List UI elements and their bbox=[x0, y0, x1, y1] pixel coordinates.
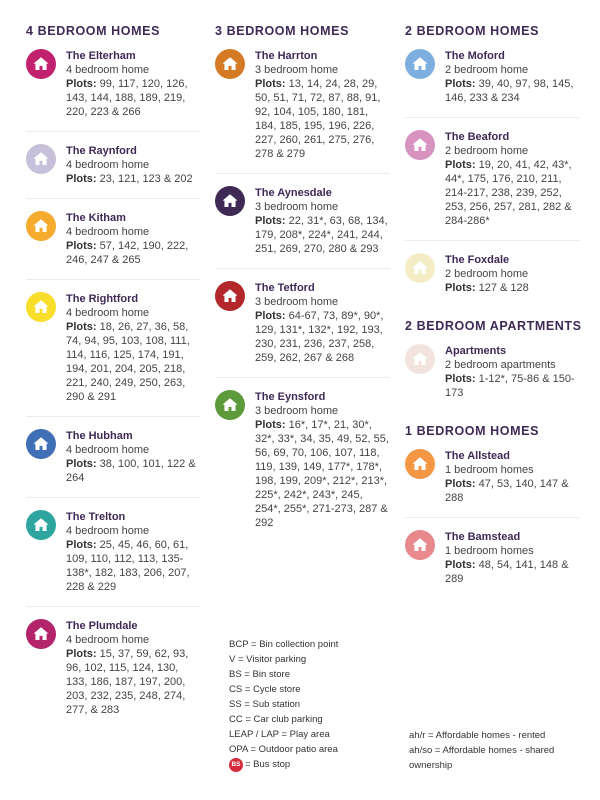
home-plots bbox=[255, 77, 390, 161]
plots-label: Plots: bbox=[445, 478, 476, 490]
plots-label: Plots: bbox=[66, 539, 97, 551]
house-icon bbox=[26, 429, 56, 459]
plots-value: 64-67, 73, 89*, 90*, 129, 131*, 132*, 192, 193, 230, 231, 236, 237, 258, 259, 262, 267 & 268 bbox=[255, 310, 384, 364]
plots-label: Plots: bbox=[66, 321, 97, 333]
plots-label: Plots: bbox=[445, 159, 476, 171]
section-heading: 1 BEDROOM HOMES bbox=[405, 424, 540, 438]
plots-label: Plots: bbox=[255, 78, 286, 90]
home-plots bbox=[66, 239, 201, 267]
home-type: 3 bedroom home bbox=[255, 64, 339, 76]
home-name: Apartments bbox=[445, 345, 507, 357]
plots-label: Plots: bbox=[66, 78, 97, 90]
home-list bbox=[405, 449, 580, 598]
column-2 bbox=[215, 24, 390, 554]
plots-label: Plots: bbox=[445, 373, 476, 385]
home-name: The Harrton bbox=[255, 50, 318, 62]
home-list bbox=[405, 49, 580, 307]
home-entry bbox=[215, 281, 390, 378]
section bbox=[405, 424, 580, 598]
house-icon bbox=[215, 186, 245, 216]
plots-value: 48, 54, 141, 148 & 289 bbox=[445, 559, 569, 585]
home-type: 3 bedroom home bbox=[255, 296, 339, 308]
plots-value: 39, 40, 97, 98, 145, 146, 233 & 234 bbox=[445, 78, 574, 104]
home-type: 2 bedroom home bbox=[445, 145, 529, 157]
section bbox=[405, 24, 580, 307]
home-type: 4 bedroom home bbox=[66, 226, 150, 238]
house-icon bbox=[405, 253, 435, 283]
home-type: 2 bedroom home bbox=[445, 64, 529, 76]
home-entry bbox=[26, 429, 201, 498]
home-plots bbox=[445, 372, 580, 400]
home-entry bbox=[405, 253, 580, 307]
legend-item: V = Visitor parking bbox=[229, 654, 307, 665]
notes bbox=[409, 728, 579, 773]
legend-item: BCP = Bin collection point bbox=[229, 639, 339, 650]
home-name: The Tetford bbox=[255, 282, 315, 294]
bus-stop-text: = Bus stop bbox=[245, 759, 291, 770]
section-heading: 4 BEDROOM HOMES bbox=[26, 24, 161, 38]
home-entry bbox=[215, 390, 390, 542]
legend-item: CS = Cycle store bbox=[229, 684, 301, 695]
home-name: The Raynford bbox=[66, 145, 137, 157]
home-entry bbox=[215, 49, 390, 174]
home-plots bbox=[66, 172, 201, 186]
home-type: 4 bedroom home bbox=[66, 634, 150, 646]
house-icon bbox=[26, 292, 56, 322]
house-icon bbox=[405, 530, 435, 560]
plots-label: Plots: bbox=[66, 173, 97, 185]
home-name: The Rightford bbox=[66, 293, 139, 305]
plots-label: Plots: bbox=[66, 648, 97, 660]
section-heading: 2 BEDROOM APARTMENTS bbox=[405, 319, 582, 333]
home-entry bbox=[215, 186, 390, 269]
home-type: 4 bedroom home bbox=[66, 307, 150, 319]
home-type: 3 bedroom home bbox=[255, 405, 339, 417]
plots-value: 15, 37, 59, 62, 93, 96, 102, 115, 124, 130, 133, 186, 187, 197, 200, 203, 232, 235, 248, 274, 277, & 283 bbox=[66, 648, 189, 716]
home-list bbox=[215, 49, 390, 542]
note-rented: ah/r = Affordable homes - rented bbox=[409, 730, 546, 741]
home-entry bbox=[405, 449, 580, 518]
bus-stop-icon: BS bbox=[229, 758, 243, 772]
plots-value: 47, 53, 140, 147 & 288 bbox=[445, 478, 569, 504]
house-icon bbox=[405, 130, 435, 160]
plots-value: 16*, 17*, 21, 30*, 32*, 33*, 34, 35, 49, 52, 55, 56, 69, 70, 106, 107, 118, 119, 139, 149, 177*, 178*, 198, 199, 209*, 212*, 213*, 225*, 242*, 243*, 245, 254*, 255*, 271-273, 287 & 292 bbox=[255, 419, 389, 529]
home-entry bbox=[26, 510, 201, 607]
home-plots bbox=[255, 309, 390, 365]
home-name: The Eynsford bbox=[255, 391, 326, 403]
plots-label: Plots: bbox=[445, 282, 476, 294]
plots-label: Plots: bbox=[445, 78, 476, 90]
house-icon bbox=[215, 390, 245, 420]
home-entry bbox=[405, 530, 580, 598]
home-plots bbox=[66, 320, 201, 404]
legend-item: OPA = Outdoor patio area bbox=[229, 744, 338, 755]
house-icon bbox=[215, 49, 245, 79]
home-type: 4 bedroom home bbox=[66, 159, 150, 171]
home-entry bbox=[26, 292, 201, 417]
home-name: The Foxdale bbox=[445, 254, 510, 266]
section bbox=[405, 319, 580, 412]
plots-value: 19, 20, 41, 42, 43*, 44*, 175, 176, 210, 211, 214-217, 238, 239, 252, 253, 256, 257, 281, 282 & 284-286* bbox=[445, 159, 572, 227]
house-icon bbox=[26, 619, 56, 649]
bus-stop-legend bbox=[229, 757, 338, 772]
home-type: 2 bedroom home bbox=[445, 268, 529, 280]
home-plots bbox=[66, 457, 201, 485]
section-heading: 2 BEDROOM HOMES bbox=[405, 24, 540, 38]
home-entry bbox=[26, 619, 201, 729]
home-plots bbox=[66, 77, 201, 119]
house-icon bbox=[26, 510, 56, 540]
home-plots bbox=[445, 477, 580, 505]
home-type: 3 bedroom home bbox=[255, 201, 339, 213]
home-type: 4 bedroom home bbox=[66, 444, 150, 456]
house-icon bbox=[26, 49, 56, 79]
home-type: 1 bedroom homes bbox=[445, 464, 534, 476]
home-entry bbox=[405, 344, 580, 412]
legend-item: CC = Car club parking bbox=[229, 714, 323, 725]
house-icon bbox=[26, 211, 56, 241]
legend-item: BS = Bin store bbox=[229, 669, 290, 680]
home-name: The Allstead bbox=[445, 450, 510, 462]
home-name: The Aynesdale bbox=[255, 187, 332, 199]
home-name: The Moford bbox=[445, 50, 505, 62]
home-name: The Kitham bbox=[66, 212, 126, 224]
column-1 bbox=[26, 24, 201, 741]
home-list bbox=[26, 49, 201, 729]
house-icon bbox=[26, 144, 56, 174]
house-icon bbox=[405, 49, 435, 79]
home-entry bbox=[405, 130, 580, 241]
home-name: The Trelton bbox=[66, 511, 126, 523]
home-name: The Plumdale bbox=[66, 620, 138, 632]
home-name: The Hubham bbox=[66, 430, 133, 442]
plots-label: Plots: bbox=[445, 559, 476, 571]
plots-value: 38, 100, 101, 122 & 264 bbox=[66, 458, 196, 484]
house-icon bbox=[405, 344, 435, 374]
plots-value: 23, 121, 123 & 202 bbox=[99, 173, 193, 185]
home-plots bbox=[445, 77, 580, 105]
plots-label: Plots: bbox=[255, 215, 286, 227]
home-name: The Beaford bbox=[445, 131, 510, 143]
section bbox=[26, 24, 201, 729]
home-plots bbox=[445, 158, 580, 228]
home-plots bbox=[255, 214, 390, 256]
legend bbox=[229, 637, 338, 772]
plots-value: 127 & 128 bbox=[478, 282, 529, 294]
home-name: The Elterham bbox=[66, 50, 136, 62]
plots-label: Plots: bbox=[66, 458, 97, 470]
legend-item: SS = Sub station bbox=[229, 699, 301, 710]
section-heading: 3 BEDROOM HOMES bbox=[215, 24, 350, 38]
column-3 bbox=[405, 24, 580, 610]
home-type: 4 bedroom home bbox=[66, 525, 150, 537]
house-icon bbox=[215, 281, 245, 311]
plots-value: 13, 14, 24, 28, 29, 50, 51, 71, 72, 87, 88, 91, 92, 104, 105, 180, 181, 184, 185, 195, 196, 226, 227, 260, 261, 275, 276, 278 & 279 bbox=[255, 78, 381, 160]
plots-label: Plots: bbox=[255, 310, 286, 322]
home-entry bbox=[405, 49, 580, 118]
legend-item: LEAP / LAP = Play area bbox=[229, 729, 330, 740]
plots-value: 18, 26, 27, 36, 58, 74, 94, 95, 103, 108, 111, 114, 116, 125, 174, 191, 194, 201, 204, 205, 218, 221, 240, 249, 250, 263, 290 & 291 bbox=[66, 321, 190, 403]
home-plots bbox=[445, 558, 580, 586]
plots-value: 25, 45, 46, 60, 61, 109, 110, 112, 113, 135-138*, 182, 183, 206, 207, 228 & 229 bbox=[66, 539, 190, 593]
section bbox=[215, 24, 390, 542]
home-entry bbox=[26, 211, 201, 280]
home-entry bbox=[26, 144, 201, 199]
plots-value: 57, 142, 190, 222, 246, 247 & 265 bbox=[66, 240, 189, 266]
plots-value: 99, 117, 120, 126, 143, 144, 188, 189, 219, 220, 223 & 266 bbox=[66, 78, 188, 118]
home-entry bbox=[26, 49, 201, 132]
plots-value: 1-12*, 75-86 & 150-173 bbox=[445, 373, 575, 399]
note-shared-ownership: ah/so = Affordable homes - shared ownership bbox=[409, 745, 555, 771]
home-name: The Bamstead bbox=[445, 531, 521, 543]
home-type: 4 bedroom home bbox=[66, 64, 150, 76]
plots-value: 22, 31*, 63, 68, 134, 179, 208*, 224*, 241, 244, 251, 269, 270, 280 & 293 bbox=[255, 215, 388, 255]
home-plots bbox=[66, 647, 201, 717]
home-type: 2 bedroom apartments bbox=[445, 359, 556, 371]
home-plots bbox=[66, 538, 201, 594]
plots-label: Plots: bbox=[66, 240, 97, 252]
home-plots bbox=[255, 418, 390, 530]
plots-label: Plots: bbox=[255, 419, 286, 431]
home-plots bbox=[445, 281, 580, 295]
home-list bbox=[405, 344, 580, 412]
home-type: 1 bedroom homes bbox=[445, 545, 534, 557]
house-icon bbox=[405, 449, 435, 479]
